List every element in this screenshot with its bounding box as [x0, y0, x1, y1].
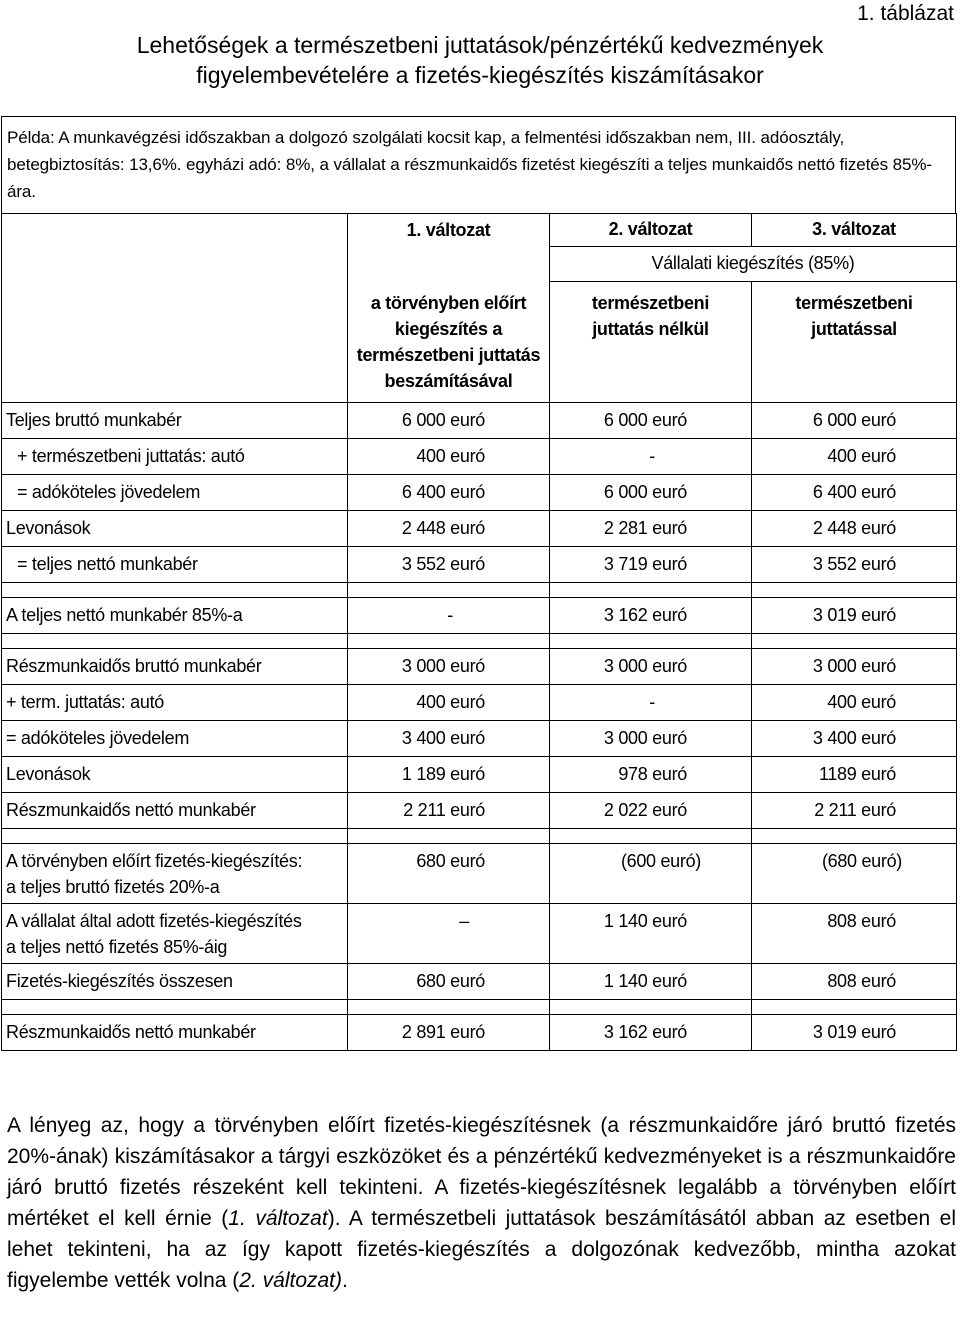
cell-variant-2: 3 162 euró: [550, 1014, 752, 1050]
spacer-row: [2, 582, 957, 597]
cell-variant-3: 3 400 euró: [752, 720, 957, 756]
cell-variant-1: –: [348, 903, 550, 963]
cell-variant-3: (680 euró): [752, 843, 957, 903]
row-label-line-1: A vállalat által adott fizetés-kiegészítés: [6, 910, 302, 931]
example-intro: Példa: A munkavégzési időszakban a dolgozó szolgálati kocsit kap, a felmentési időszakban nem, III. adóosztály, betegbiztosítás: 13,6%. egyházi adó: 8%, a vállalat a részmunkaidős fizetést kiegészíti a teljes munkaidős nettó fizetés 85%-ára.: [7, 128, 932, 201]
header-variant-1-desc: a törvényben előírt kiegészítés a természetbeni juttatás beszámításával: [348, 246, 550, 402]
cell-variant-1: 400 euró: [348, 684, 550, 720]
paragraph-text-3: .: [342, 1269, 348, 1292]
cell-variant-2: 1 140 euró: [550, 963, 752, 999]
table-row: [2, 720, 957, 756]
row-label: [2, 843, 348, 903]
header-variant-1: 1. változat: [348, 214, 550, 247]
row-label: + term. juttatás: autó: [2, 684, 348, 720]
cell-variant-1: 680 euró: [348, 843, 550, 903]
cell-variant-1: 6 000 euró: [348, 402, 550, 438]
conclusion-paragraph: [7, 1110, 956, 1296]
cell-variant-2: 3 719 euró: [550, 546, 752, 582]
row-label: + természetbeni juttatás: autó: [2, 438, 348, 474]
cell-variant-1: 1 189 euró: [348, 756, 550, 792]
cell-variant-2: 2 281 euró: [550, 510, 752, 546]
row-label: [2, 903, 348, 963]
paragraph-text-2: ). A természetbeli juttatások beszámításától abban az esetben el lehet tekinteni, ha az így kapott fizetés-kiegészítés a dolgozónak kedvezőbb, mintha azokat figyelembe vették volna (: [7, 1207, 956, 1292]
cell-variant-2: -: [550, 438, 752, 474]
row-label: Részmunkaidős nettó munkabér: [2, 792, 348, 828]
paragraph-emphasis-2: 2. változat): [239, 1269, 343, 1292]
row-label: = adóköteles jövedelem: [2, 720, 348, 756]
table-row: [2, 597, 957, 633]
row-label: Levonások: [2, 510, 348, 546]
document-title: [0, 30, 960, 90]
paragraph-text-1: A lényeg az, hogy a törvényben előírt fizetés-kiegészítésnek (a részmunkaidőre járó bruttó fizetés 20%-ának) kiszámításakor a tárgyi eszközöket és a pénzértékű kedvezményeket is a részmunkaidőre járó bruttó fizetés részeként kell tekinteni. A fizetés-kiegészítésnek legalább a törvényben előírt mértéket el kell érnie (: [7, 1114, 956, 1230]
table-row: [2, 684, 957, 720]
row-label-line-2: a teljes bruttó fizetés 20%-a: [6, 876, 220, 897]
cell-variant-2: 6 000 euró: [550, 402, 752, 438]
cell-variant-3: 3 000 euró: [752, 648, 957, 684]
spacer-row: [2, 633, 957, 648]
cell-variant-2: 3 162 euró: [550, 597, 752, 633]
table-row: [2, 438, 957, 474]
header-row-variants: [2, 214, 957, 247]
table-row: [2, 1014, 957, 1050]
row-label: = adóköteles jövedelem: [2, 474, 348, 510]
cell-variant-3: 3 019 euró: [752, 597, 957, 633]
cell-variant-2: 2 022 euró: [550, 792, 752, 828]
header-variant-3-desc: természetbeni juttatással: [752, 281, 957, 402]
cell-variant-3: 808 euró: [752, 903, 957, 963]
table-row: [2, 843, 957, 903]
table-row: [2, 963, 957, 999]
header-variant-2: 2. változat: [550, 214, 752, 247]
cell-variant-2: -: [550, 684, 752, 720]
cell-variant-2: 3 000 euró: [550, 720, 752, 756]
cell-variant-3: 1189 euró: [752, 756, 957, 792]
row-label: Levonások: [2, 756, 348, 792]
cell-variant-3: 3 552 euró: [752, 546, 957, 582]
row-label: Teljes bruttó munkabér: [2, 402, 348, 438]
table-row: [2, 648, 957, 684]
cell-variant-2: (600 euró): [550, 843, 752, 903]
cell-variant-2: 3 000 euró: [550, 648, 752, 684]
table-row: [2, 903, 957, 963]
row-label: A teljes nettó munkabér 85%-a: [2, 597, 348, 633]
table-row: [2, 474, 957, 510]
table-row: [2, 546, 957, 582]
cell-variant-3: 400 euró: [752, 684, 957, 720]
spacer-row: [2, 999, 957, 1014]
cell-variant-3: 400 euró: [752, 438, 957, 474]
row-label-line-2: a teljes nettó fizetés 85%-áig: [6, 936, 228, 957]
comparison-table: [1, 213, 957, 1051]
spacer-row: [2, 828, 957, 843]
paragraph-emphasis-1: 1. változat: [228, 1207, 328, 1230]
cell-variant-2: 6 000 euró: [550, 474, 752, 510]
cell-variant-2: 978 euró: [550, 756, 752, 792]
row-label: Részmunkaidős nettó munkabér: [2, 1014, 348, 1050]
cell-variant-1: 3 000 euró: [348, 648, 550, 684]
cell-variant-1: -: [348, 597, 550, 633]
table-row: [2, 510, 957, 546]
cell-variant-3: 808 euró: [752, 963, 957, 999]
row-label: = teljes nettó munkabér: [2, 546, 348, 582]
cell-variant-1: 2 211 euró: [348, 792, 550, 828]
cell-variant-3: 6 000 euró: [752, 402, 957, 438]
cell-variant-1: 2 891 euró: [348, 1014, 550, 1050]
cell-variant-1: 2 448 euró: [348, 510, 550, 546]
cell-variant-1: 3 400 euró: [348, 720, 550, 756]
company-supplement-label: Vállalati kiegészítés (85%): [651, 253, 855, 273]
table-row: [2, 792, 957, 828]
cell-variant-3: 2 448 euró: [752, 510, 957, 546]
title-line-1: Lehetőségek a természetbeni juttatások/pénzértékű kedvezmények: [136, 32, 824, 58]
header-company-supplement: [550, 246, 957, 281]
cell-variant-1: 3 552 euró: [348, 546, 550, 582]
header-blank-cell: [2, 214, 348, 403]
cell-variant-1: 6 400 euró: [348, 474, 550, 510]
row-label-line-1: A törvényben előírt fizetés-kiegészítés:: [6, 850, 303, 871]
table-row: [2, 402, 957, 438]
title-line-2: figyelembevételére a fizetés-kiegészítés kiszámításakor: [196, 62, 764, 88]
header-variant-2-desc: természetbeni juttatás nélkül: [550, 281, 752, 402]
row-label: Fizetés-kiegészítés összesen: [2, 963, 348, 999]
cell-variant-2: 1 140 euró: [550, 903, 752, 963]
cell-variant-1: 680 euró: [348, 963, 550, 999]
table-row: [2, 756, 957, 792]
cell-variant-3: 3 019 euró: [752, 1014, 957, 1050]
cell-variant-1: 400 euró: [348, 438, 550, 474]
cell-variant-3: 2 211 euró: [752, 792, 957, 828]
header-variant-3: 3. változat: [752, 214, 957, 247]
table-number-label: 1. táblázat: [857, 2, 954, 25]
row-label: Részmunkaidős bruttó munkabér: [2, 648, 348, 684]
cell-variant-3: 6 400 euró: [752, 474, 957, 510]
